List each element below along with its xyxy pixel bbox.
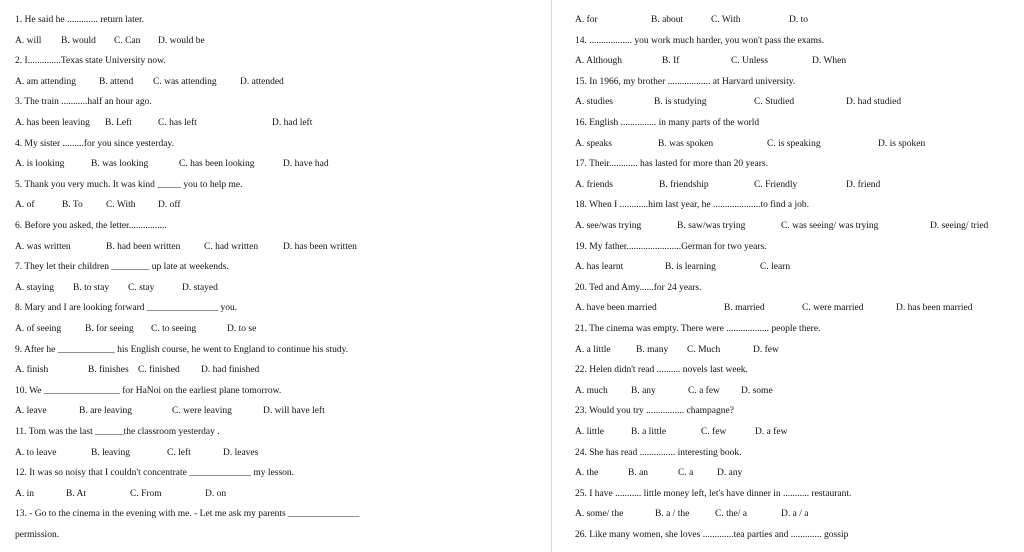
answer-option: D. friend: [846, 179, 881, 190]
question-text: 23. Would you try ................ champagne?: [575, 406, 734, 417]
question-text: 8. Mary and I are looking forward _______________ you.: [15, 303, 238, 314]
answer-option: A. see/was trying: [575, 221, 642, 231]
answer-option: C. Unless: [731, 56, 768, 67]
question-text: 15. In 1966, my brother .................. at Harvard university.: [575, 76, 796, 87]
answer-option: B. are leaving: [79, 406, 133, 417]
question-text: 9. After he ____________ his English course, he went to England to continue his study.: [15, 344, 349, 355]
answer-option: A. the: [575, 468, 599, 479]
answer-option: C. few: [701, 427, 727, 437]
answer-option: A. staying: [15, 282, 55, 293]
answer-option: A. much: [575, 385, 608, 396]
question-text: 10. We ________________ for HaNoi on the earliest plane tomorrow.: [15, 385, 282, 396]
answer-option: C. is speaking: [767, 138, 821, 149]
answer-option: D. had finished: [201, 365, 260, 376]
answer-option: B. to stay: [73, 282, 110, 293]
question-text: 4. My sister .........for you since yesterday.: [15, 138, 175, 149]
question-text: 14. .................. you work much harder, you won't pass the exams.: [575, 35, 825, 46]
answer-option: D. would be: [158, 35, 205, 46]
answer-option: B. Left: [105, 118, 132, 128]
answer-option: C. left: [167, 447, 191, 458]
answer-option: B. many: [636, 344, 669, 355]
answer-option: D. attended: [240, 76, 284, 87]
answer-option: D. has been written: [283, 241, 357, 252]
answer-option: C. was seeing/ was trying: [781, 221, 879, 231]
answer-option: C. Studied: [754, 97, 795, 108]
answer-option: D. on: [205, 488, 227, 499]
column-divider: [551, 0, 552, 552]
answer-option: D. a / a: [781, 509, 809, 520]
answer-option: A. of seeing: [15, 324, 62, 334]
answer-option: C. learn: [760, 262, 791, 273]
answer-option: A. was written: [15, 241, 71, 252]
answer-option: D. to: [789, 15, 808, 25]
answer-option: C. From: [130, 488, 162, 499]
question-text: 20. Ted and Amy......for 24 years.: [575, 282, 702, 293]
question-text: 25. I have ........... little money left, let's have dinner in ........... restaurant.: [575, 488, 852, 499]
question-text: 11. Tom was the last ______the classroom yesterday .: [15, 427, 220, 437]
question-text: 12. It was so noisy that I couldn't concentrate _____________ my lesson.: [15, 468, 295, 479]
answer-option: D. off: [158, 200, 181, 211]
answer-option: D. When: [812, 56, 847, 67]
answer-option: D. a few: [755, 427, 788, 437]
answer-option: B. leaving: [91, 447, 131, 458]
question-text: 5. Thank you very much. It was kind _____ you to help me.: [15, 179, 243, 190]
answer-option: A. leave: [15, 406, 47, 417]
answer-option: C. With: [106, 200, 136, 211]
answer-option: C. were married: [802, 303, 864, 314]
answer-option: B. a little: [631, 427, 667, 437]
answer-option: B. married: [724, 303, 765, 314]
question-text: 13. - Go to the cinema in the evening with me. - Let me ask my parents _______________: [15, 509, 360, 520]
answer-option: C. finished: [138, 365, 180, 376]
answer-option: B. for seeing: [85, 324, 134, 334]
answer-option: B. a / the: [655, 509, 690, 520]
answer-option: B. If: [662, 56, 680, 67]
answer-option: A. in: [15, 488, 34, 499]
question-text: 6. Before you asked, the letter................: [15, 221, 167, 231]
answer-option: D. will have left: [263, 406, 325, 417]
answer-option: A. Although: [575, 56, 622, 67]
answer-option: A. has been leaving: [15, 118, 90, 128]
answer-option: A. little: [575, 427, 605, 437]
answer-option: A. a little: [575, 344, 611, 355]
answer-option: A. is looking: [15, 159, 65, 170]
answer-option: B. is studying: [654, 97, 707, 108]
question-text: 17. Their............ has lasted for more than 20 years.: [575, 159, 768, 170]
answer-option: C. stay: [128, 282, 155, 293]
answer-option: D. had studied: [846, 97, 902, 108]
answer-option: C. Much: [687, 344, 721, 355]
answer-option: B. To: [62, 200, 83, 211]
answer-option: A. to leave: [15, 447, 57, 458]
answer-option: B. was looking: [91, 159, 149, 170]
answer-option: C. Friendly: [754, 179, 798, 190]
answer-option: B. any: [631, 385, 656, 396]
answer-option: C. a: [678, 468, 694, 479]
answer-option: C. the/ a: [715, 509, 747, 520]
answer-option: D. some: [741, 385, 773, 396]
answer-option: B. saw/was trying: [677, 221, 746, 231]
question-text: 19. My father.......................German for two years.: [575, 241, 767, 252]
answer-option: A. some/ the: [575, 509, 624, 520]
answer-option: A. friends: [575, 179, 613, 190]
answer-option: A. studies: [575, 97, 613, 108]
question-text: 26. Like many women, she loves .............tea parties and ............. gossip: [575, 530, 849, 540]
answer-option: B. an: [628, 468, 649, 479]
answer-option: B. At: [66, 488, 87, 499]
answer-option: B. friendship: [659, 179, 709, 190]
answer-option: D. had left: [272, 118, 313, 128]
answer-option: D. is spoken: [878, 138, 926, 149]
answer-option: D. few: [753, 344, 779, 355]
answer-option: D. any: [717, 468, 743, 479]
answer-option: A. have been married: [575, 303, 657, 314]
question-text: 7. They let their children ________ up late at weekends.: [15, 262, 229, 273]
question-text: permission.: [15, 530, 60, 540]
question-text: 24. She has read ............... interesting book.: [575, 447, 742, 458]
answer-option: A. am attending: [15, 76, 76, 87]
answer-option: A. for: [575, 15, 598, 25]
answer-option: B. about: [651, 15, 684, 25]
question-text: 1. He said he ............. return later.: [15, 15, 145, 25]
answer-option: B. had been written: [106, 241, 181, 252]
question-text: 16. English ............... in many parts of the world: [575, 118, 760, 128]
answer-option: D. to se: [227, 324, 257, 334]
answer-option: C. has left: [158, 118, 197, 128]
answer-option: D. seeing/ tried: [930, 221, 989, 231]
answer-option: C. were leaving: [172, 406, 232, 417]
answer-option: D. has been married: [896, 303, 973, 314]
answer-option: B. is learning: [665, 262, 716, 273]
answer-option: C. had written: [204, 241, 259, 252]
question-text: 18. When I ............him last year, he ....................to find a job.: [575, 200, 810, 211]
answer-option: D. leaves: [223, 447, 259, 458]
answer-option: C. With: [711, 15, 741, 25]
question-text: 21. The cinema was empty. There were .................. people there.: [575, 324, 821, 334]
answer-option: B. would: [61, 35, 96, 46]
answer-option: A. speaks: [575, 138, 612, 149]
answer-option: C. was attending: [153, 76, 217, 87]
question-text: 22. Helen didn't read .......... novels last week.: [575, 365, 748, 376]
answer-option: B. attend: [99, 76, 134, 87]
answer-option: C. a few: [688, 385, 720, 396]
answer-option: A. will: [15, 35, 42, 46]
answer-option: A. of: [15, 200, 35, 211]
answer-option: C. has been looking: [179, 159, 255, 170]
answer-option: D. have had: [283, 159, 329, 170]
answer-option: C. Can: [114, 35, 141, 46]
answer-option: C. to seeing: [151, 324, 197, 334]
answer-option: B. finishes: [88, 365, 129, 376]
answer-option: D. stayed: [182, 282, 218, 293]
answer-option: A. has learnt: [575, 262, 624, 273]
answer-option: B. was spoken: [658, 138, 714, 149]
question-text: 3. The train ...........half an hour ago.: [15, 97, 152, 108]
answer-option: A. finish: [15, 365, 49, 376]
question-text: 2. I..............Texas state University now.: [15, 56, 166, 67]
